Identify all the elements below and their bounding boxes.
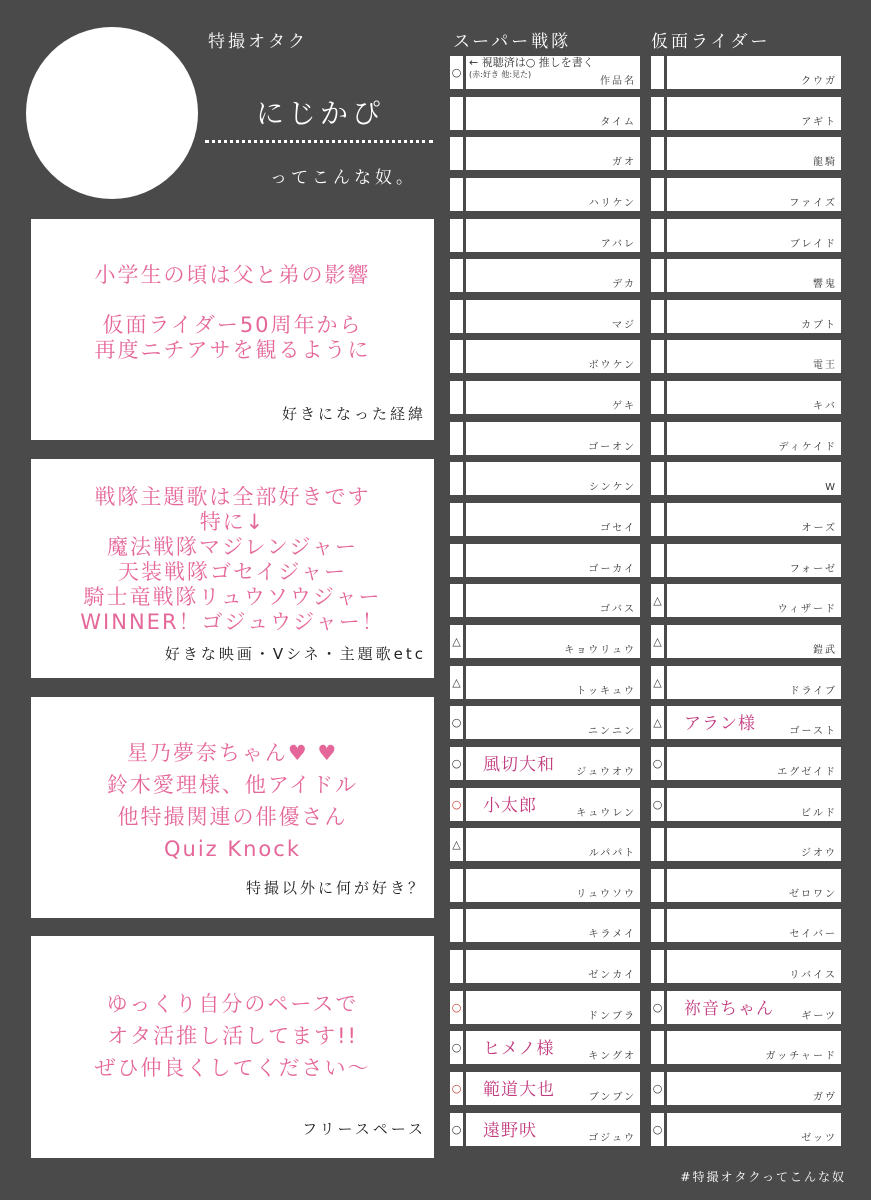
box-other-likes-caption: 特撮以外に何が好き？	[245, 879, 426, 897]
title-cell[interactable]	[466, 544, 640, 577]
rider-row	[651, 56, 841, 89]
box-favorite-songs-body	[31, 485, 434, 635]
box-origin-body	[31, 263, 434, 363]
box-other-likes-line: 他特撮関連の俳優さん	[117, 805, 348, 829]
title-cell[interactable]	[466, 666, 640, 699]
series-title: シンケン	[588, 482, 636, 494]
box-other-likes-line: Quiz Knock	[163, 837, 301, 861]
box-free-space-body	[31, 988, 434, 1084]
sentai-row	[450, 950, 640, 983]
sentai-row	[450, 666, 640, 699]
series-title: ゴジュウ	[588, 1132, 636, 1144]
title-cell[interactable]	[466, 788, 640, 821]
favorite-character: アラン様	[684, 714, 756, 735]
rider-row	[651, 991, 841, 1024]
title-cell[interactable]	[466, 706, 640, 739]
rider-row	[651, 381, 841, 414]
box-other-likes-line: 鈴木愛理様、他アイドル	[106, 773, 359, 797]
nickname: にじかぴ	[255, 97, 384, 130]
box-origin-line: 再度ニチアサを観るように	[94, 338, 371, 362]
sentai-row	[450, 56, 640, 89]
title-cell[interactable]	[667, 219, 841, 252]
title-cell[interactable]	[667, 666, 841, 699]
series-title: ゴバス	[600, 604, 636, 616]
rider-row	[651, 340, 841, 373]
title-cell[interactable]	[466, 747, 640, 780]
series-title: ギーツ	[801, 1010, 837, 1022]
box-other-likes-body	[31, 737, 434, 865]
sentai-row	[450, 178, 640, 211]
series-title: キュウレン	[576, 807, 636, 819]
title-cell[interactable]	[466, 828, 640, 861]
title-cell[interactable]	[667, 909, 841, 942]
box-favorite-songs-caption: 好きな映画・Vシネ・主題歌etc	[164, 645, 426, 663]
title-cell[interactable]	[466, 1031, 640, 1064]
series-title: キョウリュウ	[564, 644, 636, 656]
box-favorite-songs-line: 魔法戦隊マジレンジャー	[106, 535, 358, 559]
title-cell[interactable]	[466, 340, 640, 373]
rider-row	[651, 219, 841, 252]
watch-mark[interactable]	[450, 869, 463, 902]
box-free-space-line: ぜひ仲良くしてください～	[94, 1056, 371, 1080]
series-title: マジ	[612, 319, 636, 331]
watch-mark[interactable]: △	[651, 666, 664, 699]
series-title: デカ	[612, 279, 636, 291]
title-cell[interactable]	[667, 1072, 841, 1105]
title-cell[interactable]	[667, 56, 841, 89]
series-title: ガッチャード	[765, 1051, 837, 1063]
watch-mark[interactable]: ○	[651, 991, 664, 1024]
title-cell[interactable]	[466, 219, 640, 252]
title-cell[interactable]	[667, 259, 841, 292]
favorite-character: 範道大也	[483, 1080, 555, 1101]
watch-mark[interactable]	[651, 56, 664, 89]
series-title: トッキュウ	[576, 685, 636, 697]
box-origin	[31, 219, 434, 440]
title-cell[interactable]	[667, 381, 841, 414]
sentai-row	[450, 584, 640, 617]
title-cell[interactable]	[667, 869, 841, 902]
series-title: ゼロワン	[789, 888, 837, 900]
watch-mark[interactable]	[651, 462, 664, 495]
series-title: ゼンカイ	[588, 970, 636, 982]
legend-line: ← 視聴済は○ 推しを書く	[469, 56, 594, 69]
watch-mark[interactable]	[450, 584, 463, 617]
dotted-divider	[205, 140, 433, 143]
legend-hint	[469, 57, 594, 81]
favorite-character: 遠野吠	[483, 1120, 537, 1141]
sentai-row	[450, 828, 640, 861]
header-otaku: 特撮オタク	[208, 32, 308, 52]
rider-row	[651, 422, 841, 455]
sentai-row	[450, 340, 640, 373]
legend-title-label: 作品名	[600, 76, 636, 87]
rider-row	[651, 503, 841, 536]
title-cell[interactable]	[466, 300, 640, 333]
sentai-row	[450, 97, 640, 130]
series-title: ニンニン	[588, 726, 636, 738]
series-title: ゴースト	[789, 726, 837, 738]
watch-mark[interactable]	[651, 219, 664, 252]
series-title: セイバー	[789, 929, 837, 941]
title-cell[interactable]	[667, 300, 841, 333]
box-free-space-caption: フリースペース	[302, 1120, 426, 1138]
watch-mark[interactable]	[450, 544, 463, 577]
favorite-character: 小太郎	[483, 795, 537, 816]
box-favorite-songs-line: 騎士竜戦隊リュウソウジャー	[83, 585, 382, 609]
title-cell[interactable]	[466, 259, 640, 292]
rider-row	[651, 788, 841, 821]
title-cell[interactable]	[667, 462, 841, 495]
watch-mark[interactable]	[450, 381, 463, 414]
series-title: 電王	[813, 360, 837, 372]
watch-mark[interactable]: ○	[450, 1031, 463, 1064]
watch-mark[interactable]	[651, 503, 664, 536]
sentai-row	[450, 544, 640, 577]
series-title: ルパパト	[588, 848, 636, 860]
box-free-space	[31, 936, 434, 1158]
rider-row	[651, 625, 841, 658]
series-title: ゴーオン	[588, 441, 636, 453]
title-cell[interactable]	[466, 869, 640, 902]
favorite-character: 祢音ちゃん	[684, 998, 774, 1019]
series-title: オーズ	[801, 523, 837, 535]
title-cell[interactable]	[667, 706, 841, 739]
rider-row	[651, 137, 841, 170]
title-cell[interactable]	[466, 991, 640, 1024]
series-title: W	[825, 482, 837, 494]
series-title: リバイス	[789, 970, 837, 982]
series-title: ジュウオウ	[576, 766, 636, 778]
sentai-row	[450, 300, 640, 333]
series-title: ボウケン	[588, 360, 636, 372]
series-title: ハリケン	[588, 197, 636, 209]
watch-mark[interactable]	[450, 909, 463, 942]
avatar	[26, 27, 198, 199]
series-title: カブト	[801, 319, 837, 331]
series-title: エグゼイド	[777, 766, 837, 778]
series-title: ディケイド	[778, 441, 837, 453]
sentai-row	[450, 503, 640, 536]
rider-row	[651, 178, 841, 211]
series-title: ビルド	[801, 807, 837, 819]
watch-mark[interactable]	[651, 422, 664, 455]
series-title: ジオウ	[801, 848, 837, 860]
watch-mark[interactable]	[651, 869, 664, 902]
box-other-likes	[31, 697, 434, 918]
series-title: タイム	[600, 116, 636, 128]
box-free-space-line: オタ活推し活してます!!	[107, 1024, 358, 1048]
watch-mark[interactable]	[651, 300, 664, 333]
sentai-row	[450, 422, 640, 455]
series-title: キングオ	[588, 1051, 636, 1063]
box-free-space-line: ゆっくり自分のペースで	[106, 992, 359, 1016]
watch-mark[interactable]	[651, 381, 664, 414]
title-cell[interactable]	[466, 462, 640, 495]
title-cell[interactable]	[466, 909, 640, 942]
watch-mark[interactable]	[450, 97, 463, 130]
title-cell[interactable]	[667, 950, 841, 983]
box-origin-line: 小学生の頃は父と弟の影響	[94, 263, 371, 287]
sentai-row	[450, 137, 640, 170]
sentai-row	[450, 991, 640, 1024]
series-title: キラメイ	[588, 929, 636, 941]
watch-mark[interactable]: △	[450, 666, 463, 699]
watch-mark[interactable]	[450, 300, 463, 333]
rider-row	[651, 909, 841, 942]
title-cell[interactable]	[466, 56, 640, 89]
title-cell[interactable]	[466, 137, 640, 170]
title-cell[interactable]	[667, 1031, 841, 1064]
title-cell[interactable]	[667, 137, 841, 170]
title-cell[interactable]	[667, 340, 841, 373]
sentai-row	[450, 381, 640, 414]
series-title: 鎧武	[813, 644, 837, 656]
series-title: ファイズ	[789, 197, 837, 209]
series-title: ドンブラ	[588, 1010, 636, 1022]
title-cell[interactable]	[466, 1113, 640, 1146]
title-cell[interactable]	[667, 788, 841, 821]
watch-mark[interactable]	[450, 259, 463, 292]
title-cell[interactable]	[466, 381, 640, 414]
watch-mark[interactable]	[651, 544, 664, 577]
watch-mark[interactable]: △	[450, 828, 463, 861]
sentai-row	[450, 219, 640, 252]
sentai-row	[450, 462, 640, 495]
footer-hashtag: #特撮オタクってこんな奴	[680, 1170, 846, 1184]
watch-mark[interactable]: ○	[450, 1113, 463, 1146]
watch-mark[interactable]	[450, 178, 463, 211]
rider-checklist	[651, 56, 841, 1153]
title-cell[interactable]	[466, 422, 640, 455]
watch-mark[interactable]	[651, 137, 664, 170]
box-favorite-songs-line: 天装戦隊ゴセイジャー	[118, 560, 347, 584]
series-title: リュウソウ	[576, 888, 636, 900]
sentai-row	[450, 625, 640, 658]
series-title: ガオ	[612, 157, 636, 169]
title-cell[interactable]	[667, 544, 841, 577]
watch-mark[interactable]	[450, 950, 463, 983]
sentai-row	[450, 706, 640, 739]
title-cell[interactable]	[466, 950, 640, 983]
series-title: フォーゼ	[789, 563, 837, 575]
title-cell[interactable]	[667, 97, 841, 130]
header-sentai: スーパー戦隊	[453, 32, 572, 52]
box-favorite-songs-line: WINNER！ゴジュウジャー！	[80, 610, 385, 634]
rider-row	[651, 462, 841, 495]
sentai-row	[450, 1072, 640, 1105]
series-title: ゼッツ	[801, 1132, 837, 1144]
header-rider: 仮面ライダー	[651, 32, 771, 52]
title-cell[interactable]	[466, 1072, 640, 1105]
title-cell[interactable]	[667, 991, 841, 1024]
box-favorite-songs-line: 戦隊主題歌は全部好きです	[94, 485, 371, 509]
watch-mark[interactable]: ○	[651, 1113, 664, 1146]
sentai-checklist	[450, 56, 640, 1153]
rider-row	[651, 544, 841, 577]
rider-row	[651, 300, 841, 333]
watch-mark[interactable]: ○	[651, 1072, 664, 1105]
watch-mark[interactable]: △	[651, 706, 664, 739]
favorite-character: ヒメノ様	[483, 1039, 555, 1060]
rider-row	[651, 869, 841, 902]
title-cell[interactable]	[466, 503, 640, 536]
series-title: アギト	[801, 116, 837, 128]
series-title: ゲキ	[612, 401, 636, 413]
series-title: ガヴ	[813, 1092, 837, 1104]
series-title: ブレイド	[789, 238, 837, 250]
rider-row	[651, 666, 841, 699]
watch-mark[interactable]: △	[651, 584, 664, 617]
sentai-row	[450, 1113, 640, 1146]
box-origin-caption: 好きになった経緯	[281, 405, 426, 423]
sentai-row	[450, 259, 640, 292]
rider-row	[651, 950, 841, 983]
series-title: ウィザード	[777, 604, 837, 616]
title-cell[interactable]	[466, 178, 640, 211]
rider-row	[651, 1072, 841, 1105]
watch-mark[interactable]	[651, 950, 664, 983]
watch-mark[interactable]: ○	[651, 788, 664, 821]
series-title: 響鬼	[813, 279, 837, 291]
sentai-row	[450, 747, 640, 780]
favorite-character: 風切大和	[483, 754, 555, 775]
title-cell[interactable]	[667, 625, 841, 658]
watch-mark[interactable]	[651, 828, 664, 861]
series-title: ブンブン	[588, 1092, 636, 1104]
watch-mark[interactable]: △	[450, 625, 463, 658]
watch-mark[interactable]: ○	[450, 788, 463, 821]
watch-mark[interactable]	[651, 178, 664, 211]
series-title: アバレ	[600, 238, 636, 250]
watch-mark[interactable]: ○	[450, 56, 463, 89]
rider-row	[651, 747, 841, 780]
series-title: クウガ	[801, 76, 837, 87]
watch-mark[interactable]	[651, 259, 664, 292]
watch-mark[interactable]	[450, 137, 463, 170]
title-cell[interactable]	[466, 625, 640, 658]
series-title: ゴセイ	[600, 523, 636, 535]
watch-mark[interactable]	[651, 909, 664, 942]
rider-row	[651, 584, 841, 617]
rider-row	[651, 1031, 841, 1064]
watch-mark[interactable]	[651, 97, 664, 130]
rider-row	[651, 706, 841, 739]
series-title: ゴーカイ	[588, 563, 636, 575]
watch-mark[interactable]	[450, 422, 463, 455]
box-favorite-songs-line: 特に↓	[199, 510, 266, 534]
rider-row	[651, 1113, 841, 1146]
tagline: ってこんな奴。	[270, 168, 417, 188]
title-cell[interactable]	[667, 828, 841, 861]
series-title: キバ	[813, 401, 837, 413]
watch-mark[interactable]: ○	[450, 747, 463, 780]
watch-mark[interactable]	[450, 219, 463, 252]
series-title: ドライブ	[789, 685, 837, 697]
title-cell[interactable]	[667, 747, 841, 780]
sentai-row	[450, 1031, 640, 1064]
box-favorite-songs	[31, 459, 434, 678]
watch-mark[interactable]	[450, 462, 463, 495]
title-cell[interactable]	[667, 503, 841, 536]
watch-mark[interactable]	[651, 1031, 664, 1064]
rider-row	[651, 259, 841, 292]
legend-line: (赤:好き 他:見た)	[469, 70, 532, 79]
watch-mark[interactable]	[450, 340, 463, 373]
sentai-row	[450, 788, 640, 821]
box-origin-line: 仮面ライダー50周年から	[102, 313, 363, 337]
watch-mark[interactable]: △	[651, 625, 664, 658]
sentai-row	[450, 909, 640, 942]
watch-mark[interactable]: ○	[651, 747, 664, 780]
rider-row	[651, 828, 841, 861]
watch-mark[interactable]: ○	[450, 706, 463, 739]
sentai-row	[450, 869, 640, 902]
rider-row	[651, 97, 841, 130]
title-cell[interactable]	[667, 584, 841, 617]
box-origin-line	[31, 288, 434, 313]
title-cell[interactable]	[466, 584, 640, 617]
title-cell[interactable]	[667, 178, 841, 211]
title-cell[interactable]	[667, 422, 841, 455]
series-title: 龍騎	[813, 157, 837, 169]
title-cell[interactable]	[667, 1113, 841, 1146]
watch-mark[interactable]	[450, 503, 463, 536]
box-other-likes-line: 星乃夢奈ちゃん♥ ♥	[126, 741, 339, 765]
watch-mark[interactable]: ○	[450, 991, 463, 1024]
title-cell[interactable]	[466, 97, 640, 130]
watch-mark[interactable]	[651, 340, 664, 373]
watch-mark[interactable]: ○	[450, 1072, 463, 1105]
